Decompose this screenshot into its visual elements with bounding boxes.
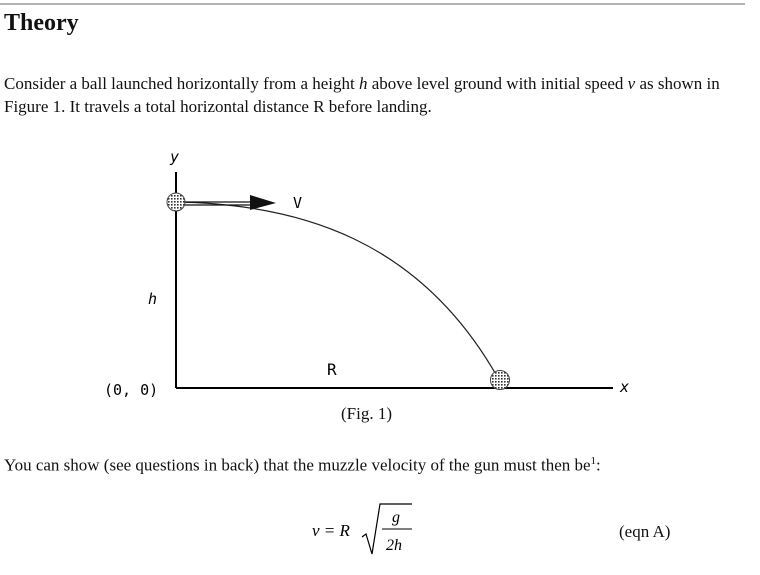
range-label: R — [327, 360, 337, 379]
projectile-figure — [0, 140, 760, 405]
height-label: h — [148, 290, 158, 308]
velocity-label: V — [293, 194, 303, 212]
intro-paragraph — [4, 72, 749, 118]
height-symbol: h — [359, 74, 368, 93]
body-text: You can show (see questions in back) that the muzzle velocity of the gun must then be — [4, 455, 591, 475]
figure-caption: (Fig. 1) — [341, 404, 392, 423]
velocity-arrowhead-icon — [250, 195, 276, 210]
intro-text-2: above level ground with initial speed — [367, 74, 628, 93]
body-paragraph — [4, 455, 601, 476]
trajectory-curve — [176, 202, 498, 378]
top-divider — [0, 3, 745, 5]
speed-symbol: v — [627, 74, 636, 93]
equation-denominator: 2h — [386, 537, 402, 554]
ball-landing-icon — [491, 371, 510, 390]
origin-label: (0, 0) — [104, 381, 159, 399]
x-axis-label: x — [620, 378, 630, 396]
intro-text-1: Consider a ball launched horizontally from a height — [4, 74, 360, 93]
intro-text-3: as shown in Figure 1. It travels a total horizontal distance R before landing. — [4, 74, 720, 116]
y-axis-label: y — [170, 148, 180, 166]
body-text-end: : — [596, 455, 601, 475]
equation-lhs: v = R — [312, 521, 350, 540]
equation-label: (eqn A) — [619, 522, 671, 541]
section-heading: Theory — [4, 10, 79, 36]
muzzle-velocity-equation — [312, 502, 442, 562]
footnote-marker: 1 — [590, 455, 597, 467]
ball-start-icon — [167, 193, 185, 211]
equation-numerator: g — [392, 509, 400, 526]
